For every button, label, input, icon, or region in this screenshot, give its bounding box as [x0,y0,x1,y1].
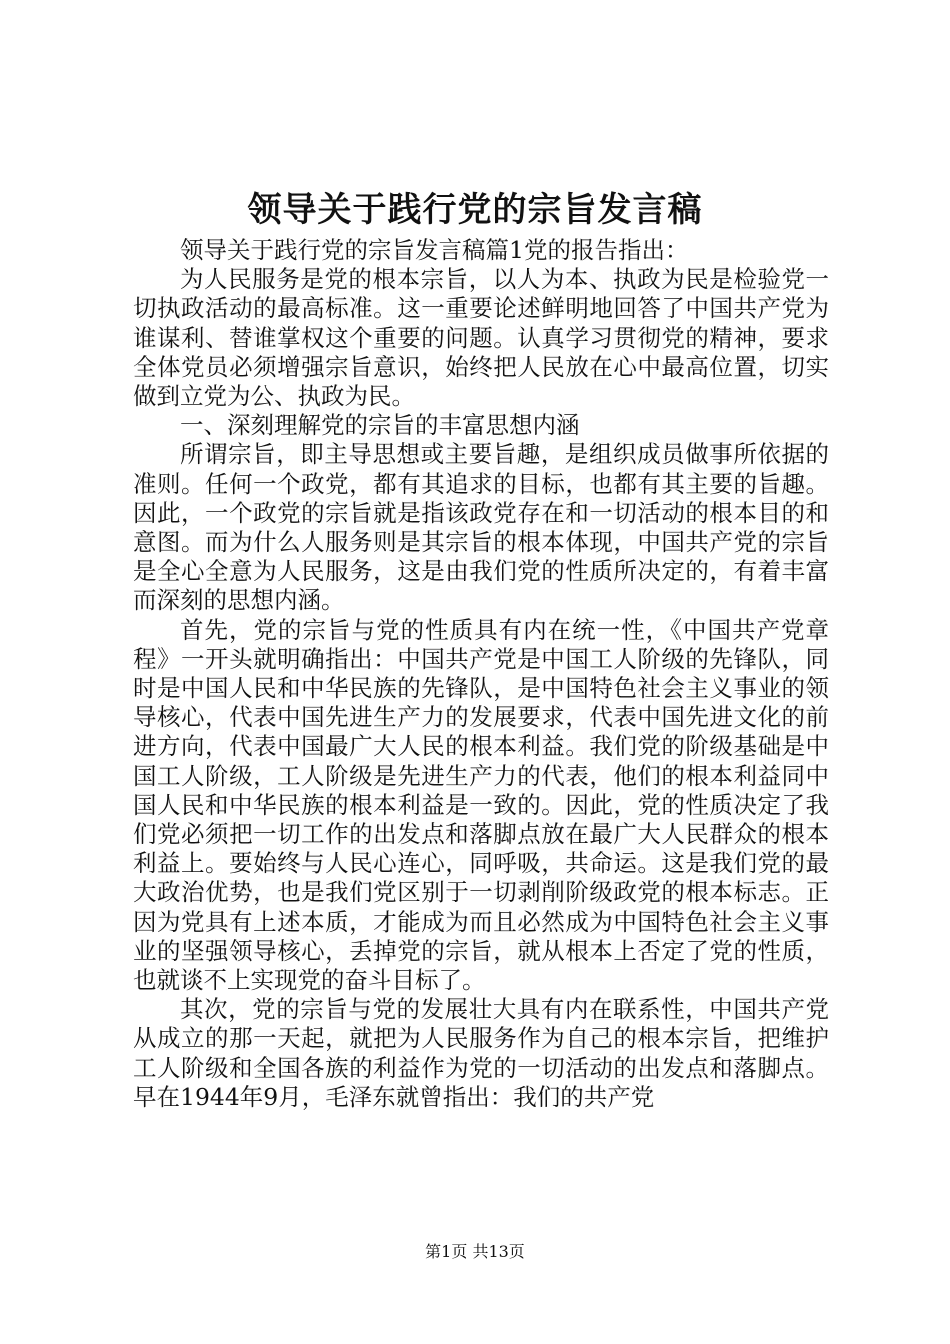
section-heading: 一、深刻理解党的宗旨的丰富思想内涵 [180,411,580,440]
paragraph-intro: 领导关于践行党的宗旨发言稿篇1党的报告指出： [180,236,689,264]
paragraph: 首先，党的宗旨与党的性质具有内在统一性，《中国共产党章程》一开头就明确指出：中国共产党是中国工人阶级的先锋队，同时是中国人民和中华民族的先锋队，是中国特色社会主义事业的领导核心，代表中国先进生产力的发展要求，代表中国先进文化的前进方向，代表中国最广大人民的根本利益。我们党的阶级基础是中国工人阶级，工人阶级是先进生产力的代表，他们的根本利益同中国人民和中华民族的根本利益是一致的。因此，党的性质决定了我们党必须把一切工作的出发点和落脚点放在最广大人民群众的根本利益上。要始终与人民心连心，同呼吸，共命运。这是我们党的最大政治优势，也是我们党区别于一切剥削阶级政党的根本标志。正因为党具有上述本质，才能成为而且必然成为中国特色社会主义事业的坚强领导核心，丢掉党的宗旨，就从根本上否定了党的性质，也就谈不上实现党的奋斗目标了。 [133,615,829,995]
document-body [133,236,829,1112]
paragraph: 所谓宗旨，即主导思想或主要旨趣，是组织成员做事所依据的准则。任何一个政党，都有其追求的目标，也都有其主要的旨趣。因此，一个政党的宗旨就是指该政党存在和一切活动的根本目的和意图。而为什么人服务则是其宗旨的根本体现，中国共产党的宗旨是全心全意为人民服务，这是由我们党的性质所决定的，有着丰富而深刻的思想内涵。 [133,440,829,615]
paragraph: 其次，党的宗旨与党的发展壮大具有内在联系性，中国共产党从成立的那一天起，就把为人民服务作为自己的根本宗旨，把维护工人阶级和全国各族的利益作为党的一切活动的出发点和落脚点。早在1944年9月，毛泽东就曾指出：我们的共产党 [133,995,829,1111]
paragraph: 为人民服务是党的根本宗旨，以人为本、执政为民是检验党一切执政活动的最高标准。这一重要论述鲜明地回答了中国共产党为谁谋利、替谁掌权这个重要的问题。认真学习贯彻党的精神，要求全体党员必须增强宗旨意识，始终把人民放在心中最高位置，切实做到立党为公、执政为民。 [133,265,829,411]
page-number-footer: 第1页 共13页 [425,1242,525,1261]
document-title: 领导关于践行党的宗旨发言稿 [247,190,703,230]
